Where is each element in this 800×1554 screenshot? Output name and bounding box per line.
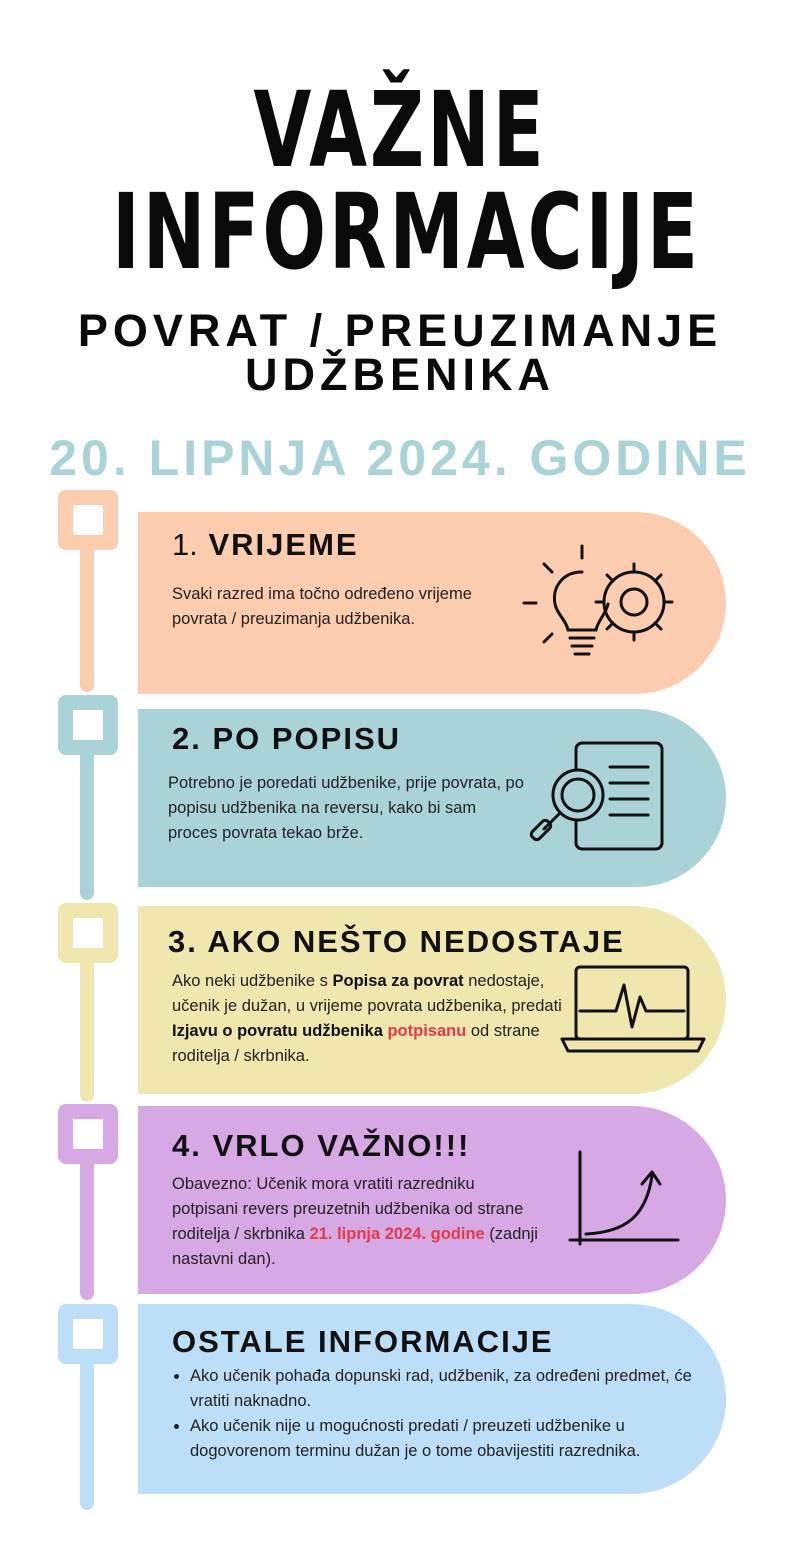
highlight-text: potpisanu — [387, 1022, 467, 1040]
document-magnifier-icon — [526, 737, 676, 857]
section-card-po-popisu — [138, 709, 726, 887]
growth-chart-icon — [566, 1146, 686, 1256]
timeline-segment — [80, 745, 94, 900]
section-card-vrijeme — [138, 512, 726, 694]
timeline-segment — [80, 540, 94, 692]
section-text: Obavezno: Učenik mora vratiti razredniku potpisani revers preuzetnih udžbenika od strane roditelja / skrbnika 21. lipnja 2024. godine (zadnji nastavni dan). — [172, 1175, 538, 1268]
section-title-text: VRIJEME — [208, 527, 359, 562]
timeline-segment — [80, 1352, 94, 1510]
timeline-node-3 — [58, 903, 118, 963]
timeline-node-4 — [58, 1104, 118, 1164]
section-card-vrlo-vazno — [138, 1106, 726, 1294]
section-number: 1. — [172, 527, 198, 562]
section-text: Potrebno je poredati udžbenike, prije povrata, po popisu udžbenika na reversu, kako bi sam proces povrata tekao brže. — [168, 774, 524, 842]
section-card-ako-nesto-nedostaje — [138, 906, 726, 1094]
timeline-node-1 — [58, 490, 118, 550]
bold-text: Izjavu o povratu udžbenika — [172, 1022, 383, 1040]
list-item: • Ako učenik nije u mogućnosti predati / preuzeti udžbenike u dogovorenom terminu dužan je o tome obavijestiti razrednika. — [190, 1414, 692, 1464]
section-title — [172, 529, 359, 560]
section-text: Ako neki udžbenike s Popisa za povrat nedostaje, učenik je dužan, u vrijeme povrata udžbenika, predati Izjavu o povratu udžbenika potpisanu od strane roditelja / skrbnika. — [172, 972, 562, 1065]
section-bullets — [172, 1364, 692, 1464]
highlight-text: 21. lipnja 2024. godine — [309, 1225, 485, 1243]
timeline-node-5 — [58, 1304, 118, 1364]
timeline-node-2 — [58, 695, 118, 755]
lightbulb-gear-icon — [520, 542, 690, 662]
section-title: OSTALE INFORMACIJE — [172, 1324, 554, 1359]
laptop-pulse-icon — [558, 961, 708, 1061]
section-title: 3. AKO NEŠTO NEDOSTAJE — [168, 924, 625, 959]
section-title: 4. VRLO VAŽNO!!! — [172, 1128, 471, 1163]
page-title-line2: INFORMACIJE — [112, 171, 701, 293]
timeline-segment — [80, 1152, 94, 1300]
section-text: Svaki razred ima točno određeno vrijeme povrata / preuzimanja udžbenika. — [172, 585, 472, 628]
section-title: 2. PO POPISU — [172, 721, 402, 756]
page-title-line1: VAŽNE — [253, 69, 547, 191]
bold-text: Popisa za povrat — [332, 972, 464, 990]
list-item: • Ako učenik pohađa dopunski rad, udžbenik, za određeni predmet, će vratiti naknadno. — [190, 1364, 692, 1414]
subtitle-line2: UDŽBENIKA — [245, 349, 555, 400]
date-heading: 20. LIPNJA 2024. GODINE — [49, 430, 751, 486]
subtitle-line1: POVRAT / PREUZIMANJE — [77, 305, 723, 356]
section-card-ostale-informacije — [138, 1304, 726, 1494]
timeline-segment — [80, 950, 94, 1102]
